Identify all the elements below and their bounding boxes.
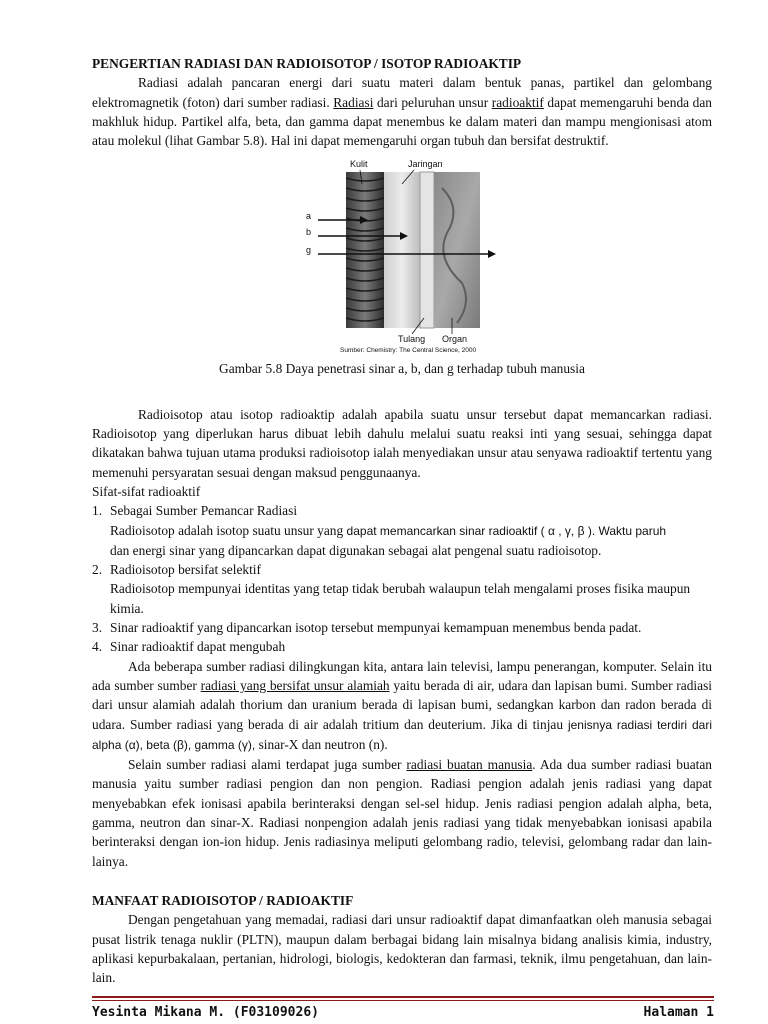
text-run-sans: Waktu paruh	[595, 523, 667, 538]
label-jaringan: Jaringan	[408, 159, 443, 170]
list-item	[92, 560, 712, 618]
footer-rule	[92, 996, 714, 998]
paragraph-sumber-buatan	[92, 755, 712, 871]
list-item	[92, 637, 712, 656]
text-run: yaitu berada di air, udara dan lapisan bumi. Sumber radiasi dari unsur alamiah adalah thorium dan uranium berada di lapisan bumi, sedangkan karbon dan radon berada di udara. Sumber radiasi yang berada di air adalah tritium dan deuterium. Jika di tinjau	[92, 677, 713, 732]
text-run-sans: dapat memancarkan sinar radioaktif ( α , γ, β ).	[346, 523, 596, 538]
sifat-list	[92, 501, 712, 656]
underlined-alamiah: radiasi yang bersifat unsur alamiah	[200, 677, 390, 693]
label-organ: Organ	[442, 334, 468, 345]
footer-author: Yesinta Mikana M. (F03109026)	[92, 1005, 319, 1020]
text-run: Ada beberapa sumber radiasi dilingkungan kita, antara lain televisi, lampu penerangan, komputer. Selain itu ada sumber sumber	[92, 658, 712, 693]
label-b: b	[306, 227, 312, 238]
paragraph-radiasi	[92, 73, 712, 150]
text-run: dapat memengaruhi benda dan makhluk hidup. Partikel alfa, beta, dan gamma dapat menembus ke dalam materi dan mampu mengionisasi atom atau molekul (lihat Gambar 5.8). Hal ini dapat memengaruhi organ tubuh dan bersifat destruktif.	[92, 94, 712, 149]
text-run-sans: jenisnya radiasi terdiri dari alpha (α), beta (β), gamma (γ),	[92, 717, 712, 752]
page-footer	[92, 1005, 714, 1020]
heading-manfaat: MANFAAT RADIOISOTOP / RADIOAKTIF	[92, 892, 354, 908]
label-kulit: Kulit	[350, 159, 368, 170]
paragraph-manfaat: Dengan pengetahuan yang memadai, radiasi dari unsur radioaktif dapat dimanfaatkan oleh manusia sebagai pusat listrik tenaga nuklir (PLTN), maupun dalam berbagai bidang lain misalnya bidang analisis kimia, industry, aplikasi kepurbakalaan, pertanian, hidrologi, biologis, kedokteran dan farmasi, teknik, ilmu pengetahuan, dan lain-lain.	[92, 912, 712, 986]
figure-caption: Gambar 5.8 Daya penetrasi sinar a, b, dan g terhadap tubuh manusia	[219, 361, 585, 377]
sifat-title: Sifat-sifat radioaktif	[92, 483, 201, 499]
footer-rule-thin	[92, 1000, 714, 1001]
tissue-layer	[384, 172, 420, 328]
figure-penetration	[92, 158, 712, 354]
list-item-body	[110, 521, 712, 541]
heading-pengertian: PENGERTIAN RADIASI DAN RADIOISOTOP / ISOTOP RADIOAKTIP	[92, 56, 522, 71]
bone-layer	[420, 172, 434, 328]
text-run: dari peluruhan unsur	[373, 94, 492, 110]
penetration-diagram	[302, 158, 502, 354]
list-item-body: Radioisotop mempunyai identitas yang tetap tidak berubah walaupun telah mengalami proses fisika maupun kimia.	[110, 581, 691, 616]
text-run: Selain sumber radiasi alami terdapat juga sumber	[128, 757, 407, 773]
footer-page-number: Halaman 1	[643, 1005, 714, 1020]
paragraph-radioisotop: Radioisotop atau isotop radioaktip adalah apabila suatu unsur tersebut dapat memancarkan radiasi. Radioisotop yang diperlukan harus dibuat lebih dahulu melalui suatu reaksi inti yang sesuai, sehingga dapat dikatakan bahwa tujuan utama produksi radioisotop ialah menyediakan unsur atau senyawa radioaktif tertentu yang memenuhi persyaratan sesuai dengan maksud penggunaanya.	[92, 406, 712, 480]
list-item-title: Sinar radioaktif dapat mengubah	[110, 639, 286, 655]
list-number: 2.	[92, 562, 103, 578]
underlined-radiasi: Radiasi	[333, 94, 374, 110]
text-run: Radioisotop adalah isotop suatu unsur yang	[110, 522, 347, 538]
underlined-radioaktif: radioaktif	[491, 94, 544, 110]
text-run: . Ada dua sumber radiasi buatan manusia yaitu sumber radiasi pengion dan non pengion. Radiasi pengion adalah jenis radiasi yang dapat menyebabkan efek ionisasi apabila berinteraksi dengan sel-sel hidup. Jenis radiasi pengion adalah alpha, beta, gamma, neutron dan sinar-X. Radiasi nonpengion adalah jenis radiasi yang tidak menyebabkan ionisasi apabila berinteraksi dengan ion-ion hidup. Jenis radiasinya meliputi gelombang radio, televisi, gelombang radar dan lain-lainya.	[92, 757, 712, 869]
list-item-body-cont: dan energi sinar yang dipancarkan dapat digunakan sebagai alat pengenal suatu radioisotop.	[110, 542, 602, 558]
list-item-title: Sebagai Sumber Pemancar Radiasi	[110, 503, 298, 519]
underlined-buatan: radiasi buatan manusia	[406, 757, 533, 773]
text-run: sinar-X dan neutron (n).	[255, 736, 388, 752]
label-g: g	[306, 245, 312, 256]
text-run: Radiasi adalah pancaran energi dari suatu materi dalam bentuk panas, partikel dan gelombang elektromagnetik (foton) dari sumber radiasi.	[92, 75, 712, 110]
list-item-title: Sinar radioaktif yang dipancarkan isotop tersebut mempunyai kemampuan menembus benda padat.	[110, 620, 642, 636]
list-number: 3.	[92, 620, 103, 636]
list-number: 1.	[92, 503, 103, 519]
list-item	[92, 618, 712, 637]
list-item	[92, 501, 712, 560]
list-number: 4.	[92, 639, 103, 655]
figure-source: Sumber: Chemistry: The Central Science, 2000	[340, 347, 477, 355]
label-a: a	[306, 211, 312, 222]
document-page	[92, 54, 712, 987]
organ-layer	[434, 172, 480, 328]
label-tulang: Tulang	[398, 334, 426, 345]
paragraph-sumber-alami	[92, 657, 712, 755]
list-item-title: Radioisotop bersifat selektif	[110, 562, 261, 578]
